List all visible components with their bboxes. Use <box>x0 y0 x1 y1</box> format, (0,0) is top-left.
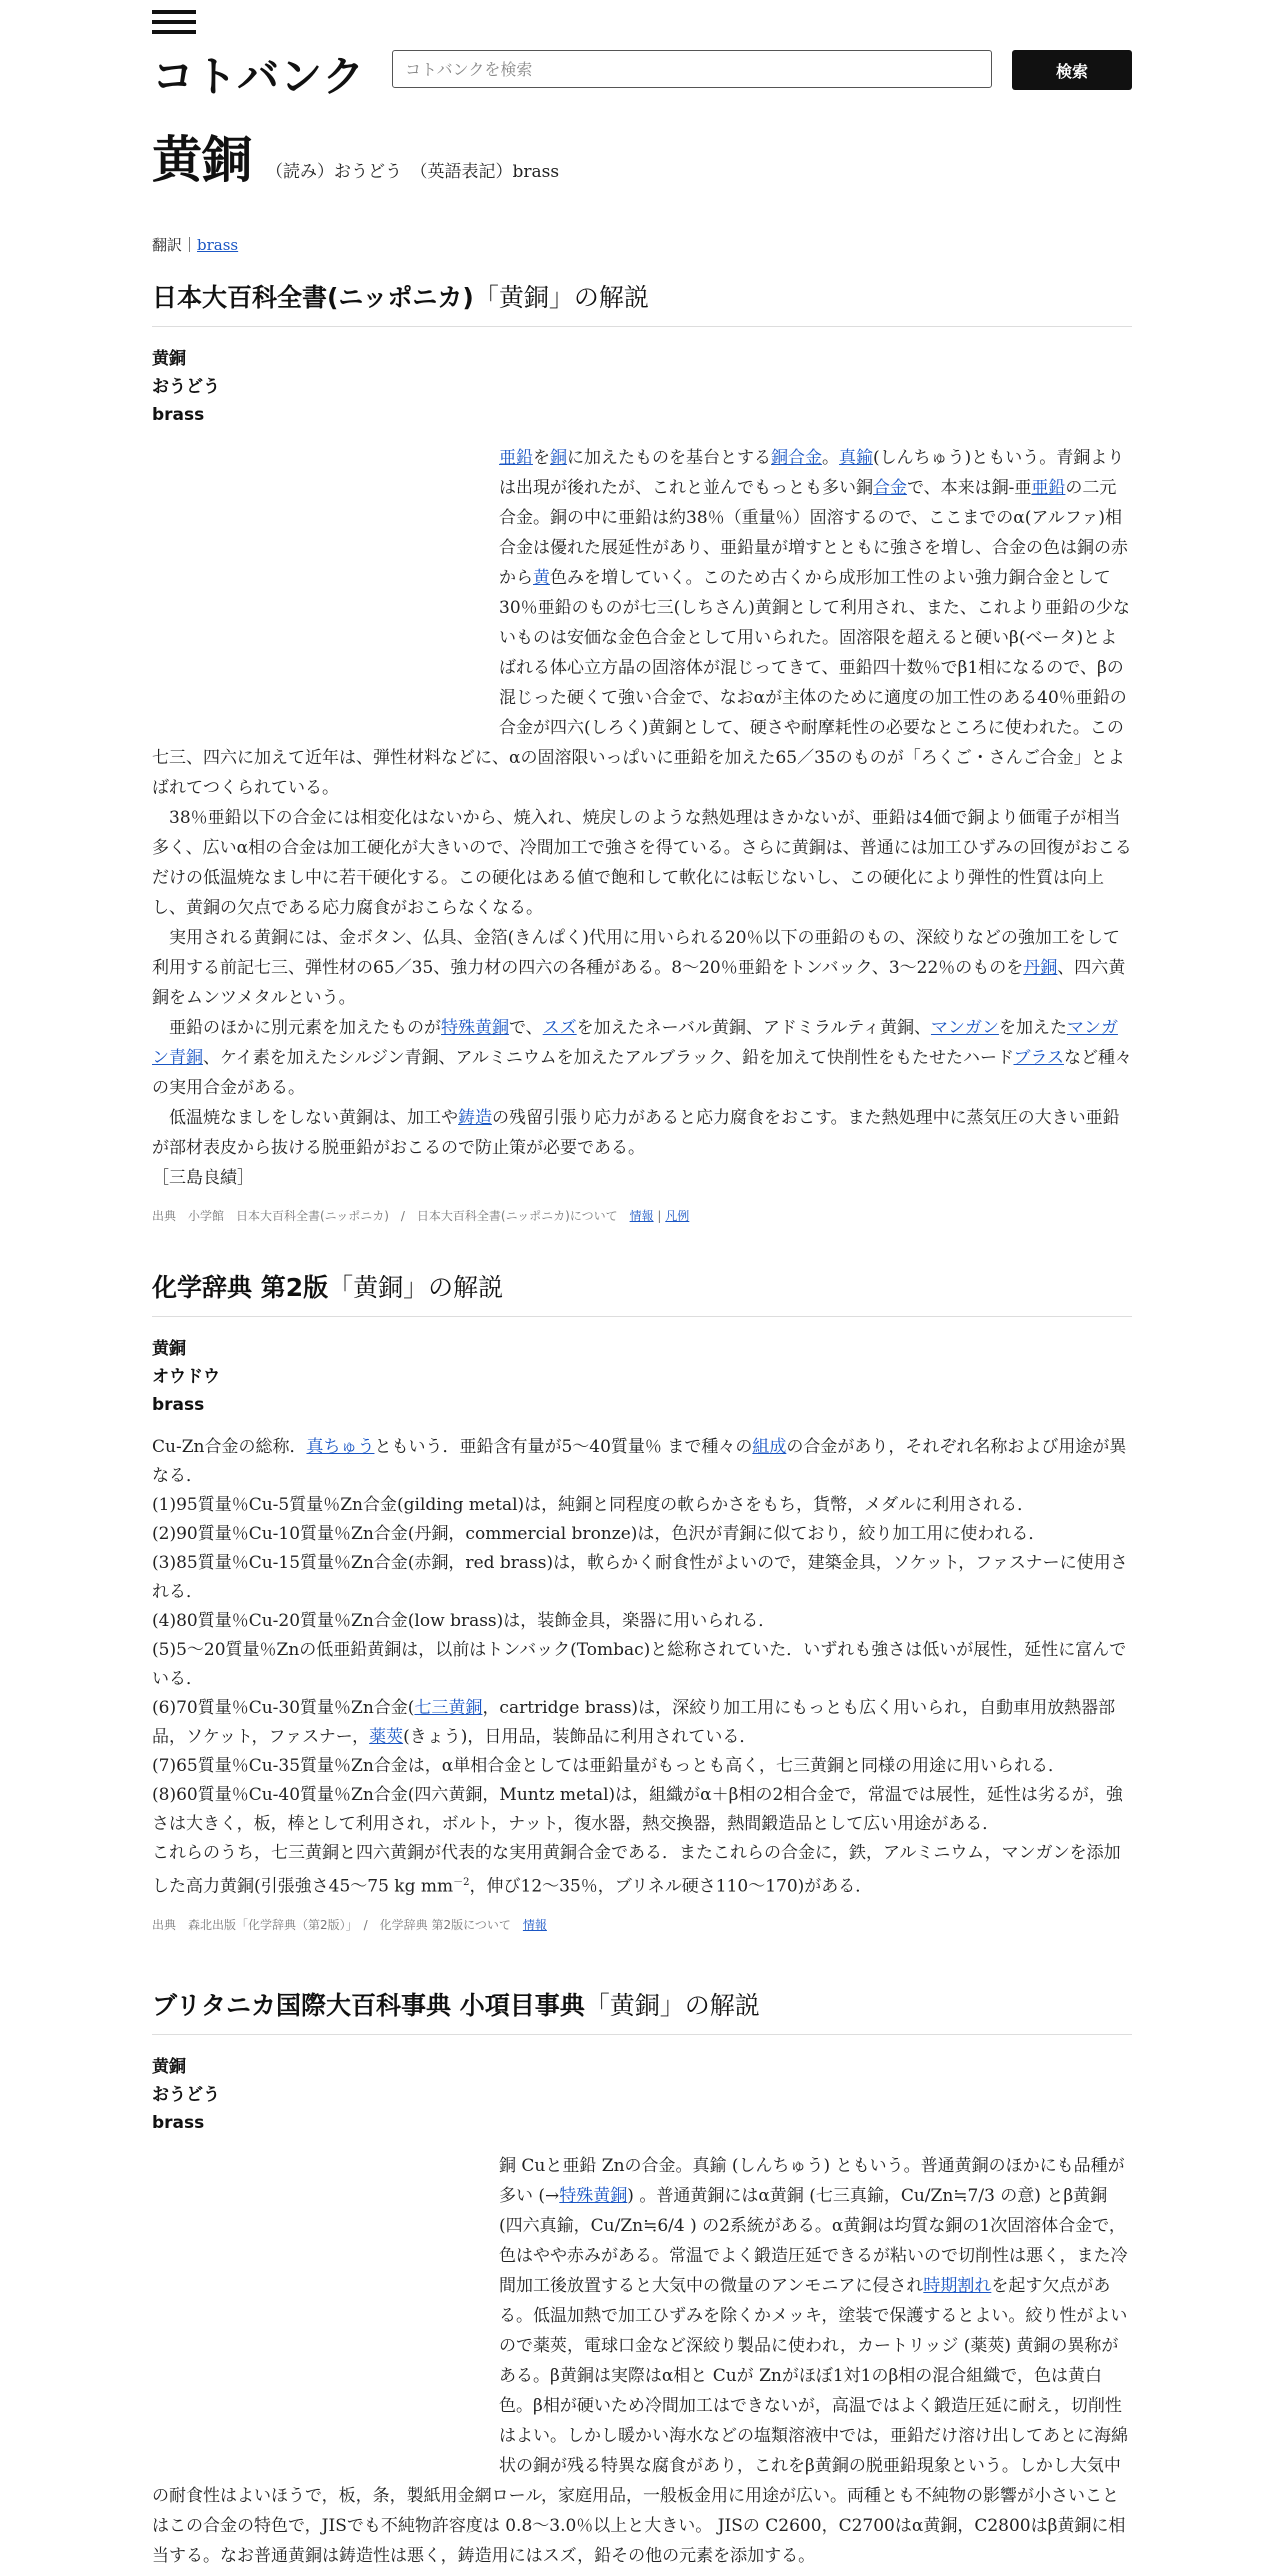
entry-body <box>152 2151 1132 2571</box>
list-item: (1)95質量％Cu-5質量％Zn合金(gilding metal)は，純銅と同程度の軟らかさをもち，貨幣，メダルに利用される． <box>152 1495 1035 1515</box>
term-link[interactable]: 亜鉛 <box>1031 478 1066 498</box>
entry-headword: 黄銅 <box>152 1339 186 1359</box>
paragraph <box>152 1433 1132 1491</box>
superscript: －2 <box>453 1877 470 1888</box>
entry-english: brass <box>152 405 205 425</box>
section-nipponica <box>152 278 1132 1224</box>
text: を加えた <box>998 1018 1067 1038</box>
text: 、四六黄銅をムンツメタルという。 <box>152 958 1126 1008</box>
dictionary-name: 日本大百科全書(ニッポニカ) <box>152 283 474 312</box>
info-link[interactable]: 情報 <box>629 1209 654 1223</box>
dictionary-name: ブリタニカ国際大百科事典 小項目事典 <box>152 1991 585 2020</box>
search-button[interactable]: 検索 <box>1012 50 1132 90</box>
section-title <box>152 1986 1132 2035</box>
term-link[interactable]: マンガン青銅 <box>152 1018 1118 1068</box>
text: 亜鉛のほかに別元素を加えたものが <box>169 1018 441 1038</box>
term-link[interactable]: 真ちゅう <box>306 1437 375 1457</box>
text: ともいう．亜鉛含有量が5～40質量％ まで種々の <box>374 1437 753 1457</box>
text: 銅 Cuと亜鉛 Znの合金。真鍮 (しんちゅう) ともいう。普通黄銅のほかにも品種が多い (→ <box>499 2156 1125 2206</box>
text: の二元合金。銅の中に亜鉛は約38％（重量％）固溶するので、ここまでのα(アルファ)相合金は優れた展延性があり、亜鉛量が増すとともに強さを増し、合金の色は銅の赤から <box>499 478 1128 588</box>
section-title-suffix: 「黄銅」の解説 <box>584 1991 760 2020</box>
section-title <box>152 278 1132 327</box>
text: これらのうち，七三黄銅と四六黄銅が代表的な実用黄銅合金である．またこれらの合金に，鉄，アルミニウム，マンガンを添加した高力黄銅(引張強さ45～75 kg mm <box>152 1843 1121 1897</box>
text: の合金があり，それぞれ名称および用途が異なる． <box>152 1437 1127 1486</box>
section-britannica <box>152 1986 1132 2571</box>
entry-headword: 黄銅 <box>152 2057 186 2077</box>
paragraph <box>152 1013 1132 1103</box>
entry-head <box>152 2053 1132 2137</box>
text: 、ケイ素を加えたシルジン青銅、アルミニウムを加えたアルブラック、鉛を加えて快削性をもたせたハード <box>203 1048 1014 1068</box>
entry-english: brass <box>152 1395 205 1415</box>
translation-label: 翻訳｜ <box>152 236 198 254</box>
entry-body <box>152 1433 1132 1902</box>
term-link[interactable]: 合金 <box>873 478 907 498</box>
text: ，cartridge brass)は，深絞り加工用にもっとも広く用いられ，自動車用放熱器部品，ソケット，ファスナー， <box>152 1698 1116 1747</box>
image-placeholder <box>152 2151 499 2481</box>
text: を起す欠点がある。低温加熱で加工ひずみを除くかメッキ，塗装で保護するとよい。絞り性がよいので薬莢，電球口金など深絞り製品に使われ，カートリッジ (薬莢) 黄銅の異称がある。β黄銅は実際はα相と Cuが Znがほぼ1対1のβ相の混合組織で，色は黄白色。β相が硬いため冷間加工はできないが，高温ではよく鍛造圧延に耐え，切削性はよい。しかし暖かい海水などの塩類溶液中では，亜鉛だけ溶け出してあとに海綿状の銅が残る特異な腐食があり，これをβ黄銅の脱亜鉛現象という。しかし大気中の耐食性はよいほうで，板，条，製紙用金網ロール，家庭用品，一般板金用に用途が広い。両種とも不純物の影響が小さいことはこの合金の特色で，JISでも不純物許容度は 0.8～3.0％以上と大きい。 JISの C2600，C2700はα黄銅，C2800はβ黄銅に相当する。なお普通黄銅は鋳造性は悪く，鋳造用にはスズ，鉛その他の元素を添加する。 <box>152 2276 1128 2566</box>
source-text: 出典 森北出版「化学辞典（第2版）」 / 化学辞典 第2版について <box>152 1917 523 1932</box>
source-line <box>152 1916 1132 1933</box>
source-line <box>152 1207 1132 1224</box>
source-text: 出典 小学館 日本大百科全書(ニッポニカ) / 日本大百科全書(ニッポニカ)について <box>152 1209 630 1223</box>
term-link[interactable]: 鋳造 <box>458 1108 492 1128</box>
text: (6)70質量％Cu-30質量％Zn合金( <box>152 1698 415 1718</box>
author: ［三島良績］ <box>152 1168 254 1188</box>
entry-body <box>152 443 1132 1193</box>
section-kagaku-jiten <box>152 1268 1132 1933</box>
term-link[interactable]: 組成 <box>752 1437 787 1457</box>
text: ) 。普通黄銅にはα黄銅 (七三真鍮，Cu/Zn≒7/3 の意) とβ黄銅 (四六真鍮，Cu/Zn≒6/4 ) の2系統がある。α黄銅は均質な銅の1次固溶体合金で，色はやや赤みがある。常温でよく鍛造圧延できるが粘いので切削性は悪く，また冷間加工後放置すると大気中の微量のアンモニアに侵され <box>499 2186 1128 2296</box>
paragraph <box>152 923 1132 1013</box>
term-link[interactable]: スズ <box>542 1018 577 1038</box>
entry-reading: おうどう <box>152 377 220 397</box>
term-link[interactable]: 七三黄銅 <box>414 1698 483 1718</box>
text: (しんちゅう)ともいう。青銅よりは出現が後れたが、これと並んでもっとも多い銅 <box>499 448 1125 498</box>
section-title <box>152 1268 1132 1317</box>
list-item: (2)90質量％Cu-10質量％Zn合金(丹銅，commercial bronze)は，色沢が青銅に似ており，絞り加工用に使われる． <box>152 1524 1046 1544</box>
text: ，伸び12～35％，ブリネル硬さ110～170)がある． <box>469 1876 873 1897</box>
term-link[interactable]: 黄 <box>533 568 550 588</box>
list-item: (5)5～20質量％Znの低亜鉛黄銅は，以前はトンバック(Tombac)と総称されていた．いずれも強さは低いが展性，延性に富んでいる． <box>152 1640 1127 1689</box>
text: の残留引張り応力があると応力腐食をおこす。また熱処理中に蒸気圧の大きい亜鉛が部材表皮から抜ける脱亜鉛がおこるので防止策が必要である。 <box>152 1108 1120 1158</box>
term-link[interactable]: 真鍮 <box>839 448 873 468</box>
list-item: (7)65質量％Cu-35質量％Zn合金は，α単相合金としては亜鉛量がもっとも高く，七三黄銅と同様の用途に用いられる． <box>152 1756 1065 1776</box>
text: を <box>533 448 550 468</box>
entry-head <box>152 1335 1132 1419</box>
hamburger-menu-icon[interactable] <box>152 10 196 34</box>
term-link[interactable]: 丹銅 <box>1023 958 1058 978</box>
text: を加えたネーバル黄銅、アドミラルティ黄銅、 <box>576 1018 931 1038</box>
image-placeholder <box>152 443 499 743</box>
list-item: (8)60質量％Cu-40質量％Zn合金(四六黄銅，Muntz metal)は，組織がα＋β相の2相合金で，常温では展性，延性は劣るが，強さは大きく，板，棒として利用され，ボルト，ナット，復水器，熱交換器，熱間鍛造品として広い用途がある． <box>152 1785 1123 1834</box>
term-link[interactable]: 特殊黄銅 <box>441 1018 509 1038</box>
term-link[interactable]: 銅合金 <box>771 448 822 468</box>
text: 。 <box>822 448 839 468</box>
entry-head <box>152 345 1132 429</box>
section-title-suffix: 「黄銅」の解説 <box>473 283 649 312</box>
list-item <box>152 1694 1132 1752</box>
term-link[interactable]: ブラス <box>1013 1048 1064 1068</box>
text: に加えたものを基台とする <box>567 448 771 468</box>
text: 色みを増していく。このため古くから成形加工性のよい強力銅合金として30％亜鉛のものが七三(しちさん)黄銅として利用され、また、これより亜鉛の少ないものは安価な金色合金として用いられた。固溶限を超えると硬いβ(ベータ)とよばれる体心立方晶の固溶体が混じってきて、亜鉛四十数％でβ1相になるので、βの混じった硬くて強い合金で、なおαが主体のために適度の加工性のある40％亜鉛の合金が四六(しろく)黄銅として、硬さや耐摩耗性の必要なところに使われた。この七三、四六に加えて近年は、弾性材料などに、αの固溶限いっぱいに亜鉛を加えた65／35のものが「ろくご・さんご合金」とよばれてつくられている。 <box>152 568 1130 798</box>
headword <box>152 120 559 192</box>
translation-link[interactable]: brass <box>197 236 239 254</box>
separator: | <box>653 1209 666 1223</box>
text: で、 <box>509 1018 543 1038</box>
entry-reading: オウドウ <box>152 1367 220 1387</box>
term-link[interactable]: マンガン <box>930 1018 999 1038</box>
text: 実用される黄銅には、金ボタン、仏具、金箔(きんぱく)代用に用いられる20％以下の亜鉛のもの、深絞りなどの強加工をして利用する前記七三、弾性材の65／35、強力材の四六の各種がある。8～20％亜鉛をトンバック、3～22％のものを <box>152 928 1120 978</box>
headword-reading: （読み）おうどう （英語表記）brass <box>266 162 560 182</box>
term-link[interactable]: 亜鉛 <box>499 448 533 468</box>
text: など種々の実用合金がある。 <box>152 1048 1132 1098</box>
text: 低温焼なましをしない黄銅は、加工や <box>169 1108 458 1128</box>
paragraph <box>152 803 1132 923</box>
text: 38％亜鉛以下の合金には相変化はないから、焼入れ、焼戻しのような熱処理はきかないが、亜鉛は4価で銅より価電子が相当多く、広いα相の合金は加工硬化が大きいので、冷間加工で強さを得ている。さらに黄銅は、普通には加工ひずみの回復がおこるだけの低温焼なまし中に若干硬化する。この硬化はある値で飽和して軟化には転じないし、この硬化により弾性的性質は向上し、黄銅の欠点である応力腐食がおこらなくなる。 <box>152 808 1132 918</box>
entry-english: brass <box>152 2113 205 2133</box>
site-logo[interactable]: コトバンク <box>152 52 366 101</box>
legend-link[interactable]: 凡例 <box>665 1209 690 1223</box>
paragraph <box>152 1103 1132 1163</box>
paragraph <box>152 1839 1132 1902</box>
text: Cu-Zn合金の総称． <box>152 1437 307 1457</box>
page-title: 黄銅 <box>152 131 252 189</box>
section-title-suffix: 「黄銅」の解説 <box>328 1273 504 1302</box>
translation-row <box>152 234 238 255</box>
search-input[interactable] <box>392 50 992 88</box>
list-item: (4)80質量％Cu-20質量％Zn合金(low brass)は，装飾金具，楽器に用いられる． <box>152 1611 776 1631</box>
text: で、本来は銅‐亜 <box>907 478 1032 498</box>
entry-reading: おうどう <box>152 2085 220 2105</box>
text: (きょう)，日用品，装飾品に利用されている． <box>403 1727 757 1747</box>
term-link[interactable]: 特殊黄銅 <box>559 2186 628 2206</box>
term-link[interactable]: 薬莢 <box>369 1727 404 1747</box>
dictionary-name: 化学辞典 第2版 <box>152 1273 329 1302</box>
term-link[interactable]: 時期割れ <box>923 2276 992 2296</box>
info-link[interactable]: 情報 <box>522 1917 547 1932</box>
term-link[interactable]: 銅 <box>550 448 567 468</box>
entry-headword: 黄銅 <box>152 349 186 369</box>
list-item: (3)85質量％Cu-15質量％Zn合金(赤銅，red brass)は，軟らかく耐食性がよいので，建築金具，ソケット，ファスナーに使用される． <box>152 1553 1128 1602</box>
